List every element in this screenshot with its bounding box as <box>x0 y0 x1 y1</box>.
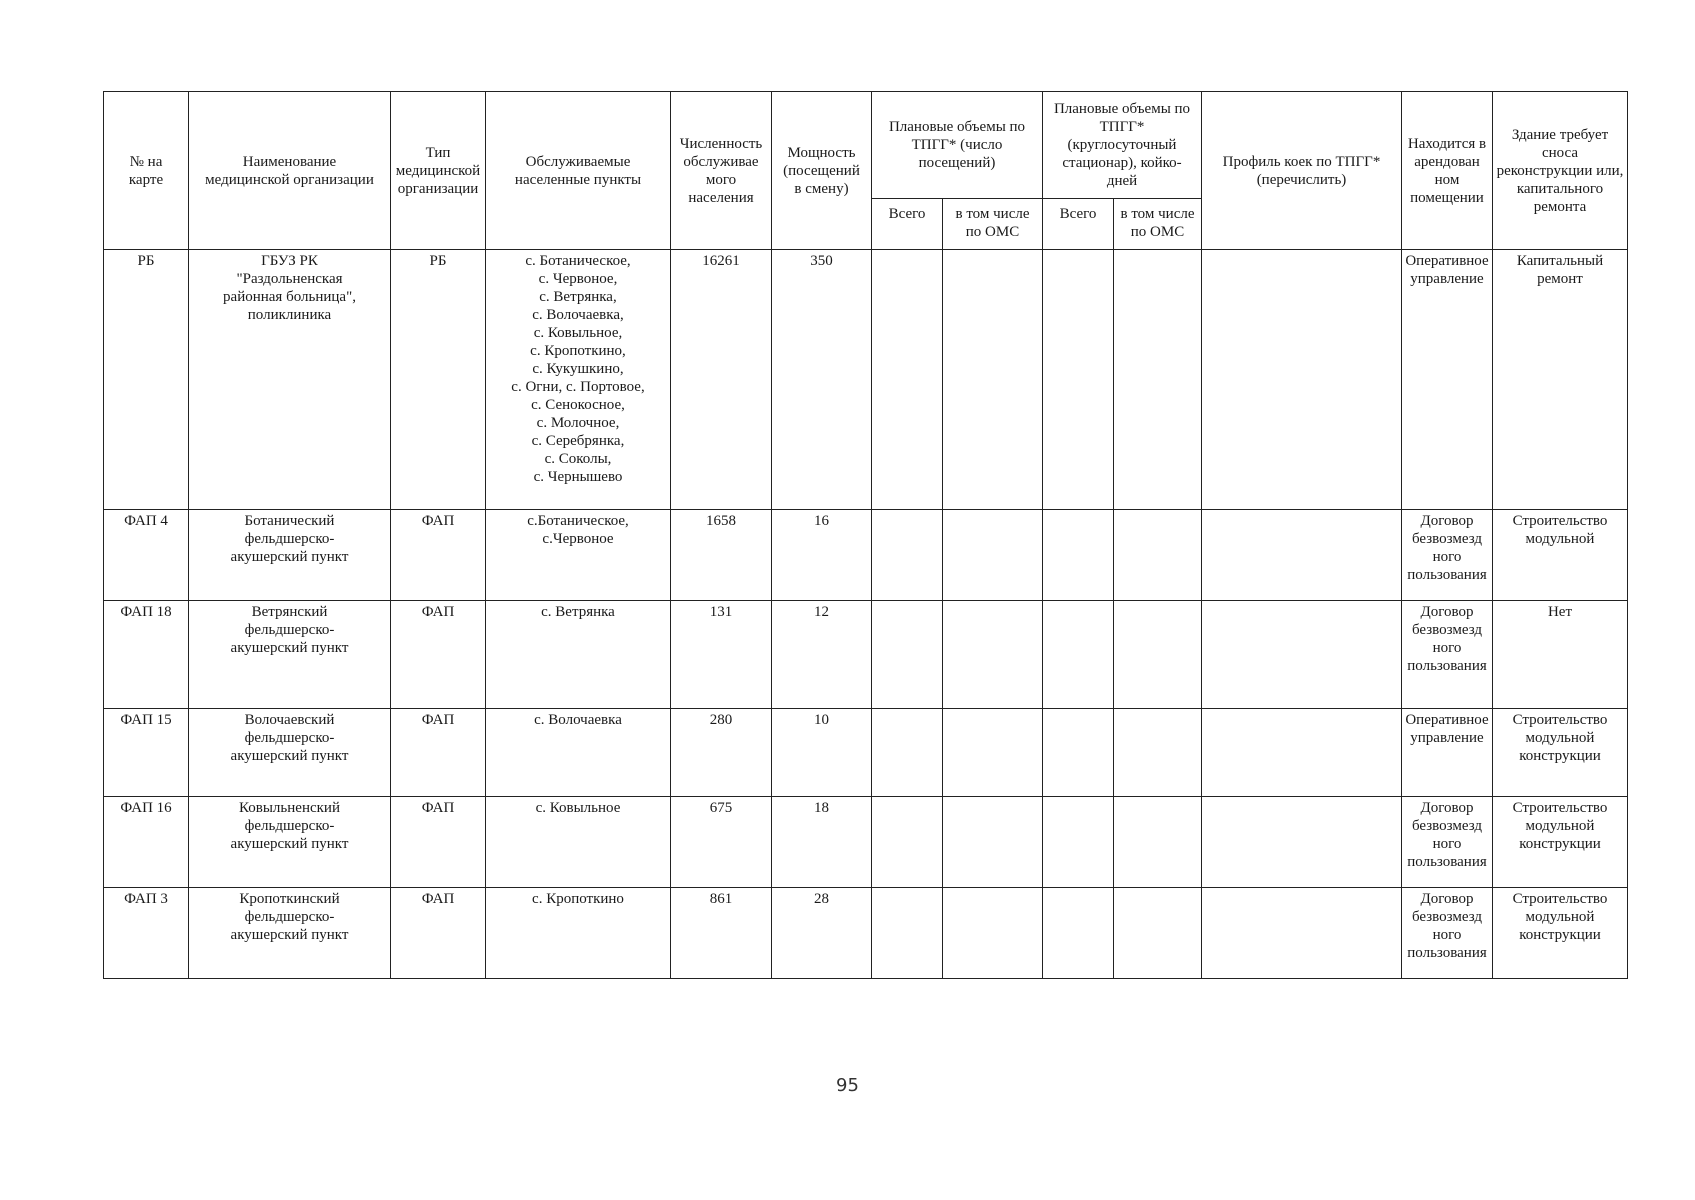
text-line: конструкции <box>1519 748 1601 764</box>
cell-places <box>486 709 671 797</box>
cell-visits-oms <box>943 601 1043 709</box>
text-line: Волочаевский <box>244 712 335 728</box>
cell-type: ФАП <box>391 510 486 601</box>
text-line: пользования <box>1407 567 1487 583</box>
text-line: арендован <box>1414 153 1480 170</box>
cell-capacity: 12 <box>772 601 872 709</box>
text-line: ТПГГ* (число <box>911 137 1003 153</box>
text-line: "Раздольненская <box>236 271 343 287</box>
text-line: Строительство <box>1512 513 1608 529</box>
text-line: (круглосуточный <box>1067 137 1177 153</box>
table-row <box>104 709 1628 797</box>
text-line: с. Чернышево <box>533 469 623 485</box>
cell-premises <box>1402 797 1493 888</box>
cell-visits-oms <box>943 510 1043 601</box>
cell-type: ФАП <box>391 601 486 709</box>
text-line: акушерский пункт <box>230 927 349 943</box>
text-line: ного <box>1432 927 1462 943</box>
cell-beds-oms <box>1114 709 1202 797</box>
cell-profile <box>1202 250 1402 510</box>
text-line: с. Огни, с. Портовое, <box>511 379 645 395</box>
text-line: посещений) <box>918 155 996 171</box>
cell-population: 1658 <box>671 510 772 601</box>
text-line: карте <box>128 171 164 188</box>
cell-capacity: 28 <box>772 888 872 979</box>
cell-beds-total <box>1043 888 1114 979</box>
subheader-beds-total: Всего <box>1043 199 1114 250</box>
page-number: 95 <box>836 1075 859 1096</box>
text-line: Обслуживаемые <box>525 153 631 170</box>
text-line: ного <box>1432 640 1462 656</box>
header-name <box>189 92 391 250</box>
text-line: помещении <box>1410 189 1484 206</box>
cell-visits-total <box>872 601 943 709</box>
text-line: с. Кропоткино <box>532 891 624 907</box>
text-line: районная больница", <box>223 289 356 305</box>
text-line: Плановые объемы по <box>1053 101 1191 117</box>
cell-places <box>486 601 671 709</box>
text-line: с. Сенокосное, <box>531 397 625 413</box>
text-line: Ботанический <box>244 513 335 529</box>
cell-profile <box>1202 709 1402 797</box>
header-building <box>1493 92 1628 250</box>
text-line: Договор <box>1420 800 1474 816</box>
cell-name <box>189 709 391 797</box>
text-line: с.Ботаническое, <box>527 513 629 529</box>
text-line: по ОМС <box>1130 224 1185 240</box>
cell-population: 861 <box>671 888 772 979</box>
cell-population: 16261 <box>671 250 772 510</box>
cell-building <box>1493 797 1628 888</box>
text-line: безвозмезд <box>1411 622 1482 638</box>
text-line: Договор <box>1420 891 1474 907</box>
text-line: Капитальный <box>1516 253 1604 269</box>
text-line: модульной <box>1525 818 1595 834</box>
text-line: акушерский пункт <box>230 836 349 852</box>
facilities-table <box>103 91 1628 979</box>
text-line: Численность <box>679 135 763 152</box>
cell-places <box>486 797 671 888</box>
text-line: фельдшерско- <box>244 531 335 547</box>
text-line: по ОМС <box>965 224 1020 240</box>
text-line: медицинской организации <box>205 171 374 188</box>
text-line: с. Молочное, <box>536 415 620 431</box>
text-line: с. Кропоткино, <box>530 343 626 359</box>
text-line: Здание требует <box>1511 126 1609 143</box>
text-line: обслуживае <box>683 153 759 170</box>
cell-visits-total <box>872 888 943 979</box>
table-row <box>104 250 1628 510</box>
text-line: пользования <box>1407 854 1487 870</box>
cell-building <box>1493 709 1628 797</box>
text-line: Строительство <box>1512 712 1608 728</box>
cell-beds-oms <box>1114 601 1202 709</box>
text-line: конструкции <box>1519 836 1601 852</box>
subheader-visits-total: Всего <box>872 199 943 250</box>
cell-population: 131 <box>671 601 772 709</box>
text-line: ного <box>1432 549 1462 565</box>
header-plan-beds <box>1043 92 1202 199</box>
text-line: акушерский пункт <box>230 748 349 764</box>
text-line: Оперативное <box>1405 253 1489 269</box>
text-line: населения <box>688 189 754 206</box>
text-line: ГБУЗ РК <box>261 253 318 269</box>
cell-name <box>189 888 391 979</box>
text-line: Наименование <box>242 153 337 170</box>
cell-building <box>1493 601 1628 709</box>
text-line: фельдшерско- <box>244 818 335 834</box>
text-line: с.Червоное <box>542 531 614 547</box>
cell-name <box>189 601 391 709</box>
header-bed-profile <box>1202 92 1402 250</box>
cell-type: РБ <box>391 250 486 510</box>
text-line: Ковыльненский <box>239 800 340 816</box>
text-line: с. Волочаевка <box>534 712 622 728</box>
cell-beds-total <box>1043 510 1114 601</box>
text-line: в том числе <box>955 206 1030 222</box>
text-line: Договор <box>1420 513 1474 529</box>
cell-profile <box>1202 510 1402 601</box>
cell-num: ФАП 4 <box>104 510 189 601</box>
cell-num: ФАП 18 <box>104 601 189 709</box>
text-line: стационар), койко- <box>1062 155 1182 171</box>
table-row <box>104 510 1628 601</box>
text-line: № на <box>129 153 163 170</box>
header-num <box>104 92 189 250</box>
text-line: ремонт <box>1537 271 1583 287</box>
text-line: с. Червоное, <box>538 271 618 287</box>
cell-visits-oms <box>943 797 1043 888</box>
cell-premises <box>1402 250 1493 510</box>
cell-beds-oms <box>1114 510 1202 601</box>
text-line: Ветрянский <box>251 604 328 620</box>
text-line: Находится в <box>1407 135 1487 152</box>
cell-premises <box>1402 888 1493 979</box>
header-capacity <box>772 92 872 250</box>
cell-building <box>1493 888 1628 979</box>
cell-type: ФАП <box>391 709 486 797</box>
text-line: Плановые объемы по <box>888 119 1026 135</box>
cell-visits-total <box>872 797 943 888</box>
cell-profile <box>1202 601 1402 709</box>
text-line: безвозмезд <box>1411 909 1482 925</box>
text-line: Строительство <box>1512 800 1608 816</box>
header-population <box>671 92 772 250</box>
cell-places <box>486 888 671 979</box>
cell-building <box>1493 510 1628 601</box>
text-line: (посещений <box>783 162 860 179</box>
text-line: пользования <box>1407 658 1487 674</box>
text-line: ТПГГ* <box>1099 119 1145 135</box>
text-line: модульной <box>1525 909 1595 925</box>
text-line: Мощность <box>787 144 856 161</box>
text-line: Нет <box>1547 604 1573 620</box>
text-line: с. Кукушкино, <box>532 361 624 377</box>
text-line: капитального <box>1516 180 1604 197</box>
text-line: с. Ботаническое, <box>525 253 631 269</box>
text-line: ного <box>1432 836 1462 852</box>
text-line: с. Ветрянка, <box>539 289 617 305</box>
cell-type: ФАП <box>391 797 486 888</box>
text-line: ремонта <box>1533 198 1587 215</box>
cell-places <box>486 510 671 601</box>
text-line: с. Ковыльное, <box>533 325 623 341</box>
text-line: модульной <box>1525 531 1595 547</box>
header-type <box>391 92 486 250</box>
cell-capacity: 10 <box>772 709 872 797</box>
cell-num: ФАП 3 <box>104 888 189 979</box>
text-line: с. Волочаевка, <box>532 307 624 323</box>
text-line: фельдшерско- <box>244 909 335 925</box>
cell-beds-oms <box>1114 888 1202 979</box>
subheader-beds-oms <box>1114 199 1202 250</box>
text-line: с. Ветрянка <box>541 604 615 620</box>
text-line: безвозмезд <box>1411 818 1482 834</box>
cell-beds-total <box>1043 709 1114 797</box>
header-plan-visits <box>872 92 1043 199</box>
cell-places <box>486 250 671 510</box>
text-line: акушерский пункт <box>230 549 349 565</box>
cell-visits-total <box>872 250 943 510</box>
text-line: в смену) <box>794 180 849 197</box>
text-line: населенные пункты <box>514 171 642 188</box>
cell-capacity: 350 <box>772 250 872 510</box>
text-line: Профиль коек по ТПГГ* <box>1222 153 1381 170</box>
text-line: в том числе <box>1120 206 1195 222</box>
table-row <box>104 888 1628 979</box>
cell-premises <box>1402 709 1493 797</box>
text-line: Строительство <box>1512 891 1608 907</box>
cell-beds-total <box>1043 797 1114 888</box>
text-line: пользования <box>1407 945 1487 961</box>
cell-beds-total <box>1043 250 1114 510</box>
text-line: акушерский пункт <box>230 640 349 656</box>
text-line: с. Серебрянка, <box>531 433 625 449</box>
text-line: фельдшерско- <box>244 730 335 746</box>
text-line: сноса <box>1541 144 1579 161</box>
subheader-visits-oms <box>943 199 1043 250</box>
text-line: с. Соколы, <box>544 451 612 467</box>
cell-num: РБ <box>104 250 189 510</box>
cell-profile <box>1202 797 1402 888</box>
cell-name <box>189 510 391 601</box>
text-line: Кропоткинский <box>239 891 340 907</box>
text-line: управление <box>1410 730 1484 746</box>
cell-name <box>189 250 391 510</box>
cell-profile <box>1202 888 1402 979</box>
table-row <box>104 797 1628 888</box>
header-premises <box>1402 92 1493 250</box>
text-line: безвозмезд <box>1411 531 1482 547</box>
text-line: с. Ковыльное <box>535 800 621 816</box>
cell-num: ФАП 16 <box>104 797 189 888</box>
cell-premises <box>1402 510 1493 601</box>
text-line: конструкции <box>1519 927 1601 943</box>
cell-visits-total <box>872 709 943 797</box>
text-line: реконструкции или, <box>1496 162 1624 179</box>
cell-beds-total <box>1043 601 1114 709</box>
text-line: (перечислить) <box>1256 171 1347 188</box>
text-line: медицинской <box>395 162 481 179</box>
text-line: Договор <box>1420 604 1474 620</box>
cell-num: ФАП 15 <box>104 709 189 797</box>
header-places <box>486 92 671 250</box>
cell-capacity: 18 <box>772 797 872 888</box>
table-row <box>104 601 1628 709</box>
text-line: фельдшерско- <box>244 622 335 638</box>
text-line: дней <box>1106 173 1138 189</box>
cell-capacity: 16 <box>772 510 872 601</box>
text-line: Оперативное <box>1405 712 1489 728</box>
cell-building <box>1493 250 1628 510</box>
cell-type: ФАП <box>391 888 486 979</box>
cell-beds-oms <box>1114 250 1202 510</box>
text-line: организации <box>397 180 479 197</box>
text-line: управление <box>1410 271 1484 287</box>
header-row <box>104 92 1628 199</box>
cell-premises <box>1402 601 1493 709</box>
cell-beds-oms <box>1114 797 1202 888</box>
cell-visits-oms <box>943 709 1043 797</box>
text-line: Тип <box>425 144 451 161</box>
cell-visits-oms <box>943 888 1043 979</box>
text-line: модульной <box>1525 730 1595 746</box>
cell-population: 675 <box>671 797 772 888</box>
text-line: поликлиника <box>247 307 332 323</box>
cell-name <box>189 797 391 888</box>
cell-visits-oms <box>943 250 1043 510</box>
cell-population: 280 <box>671 709 772 797</box>
text-line: ном <box>1434 171 1460 188</box>
cell-visits-total <box>872 510 943 601</box>
text-line: мого <box>705 171 737 188</box>
